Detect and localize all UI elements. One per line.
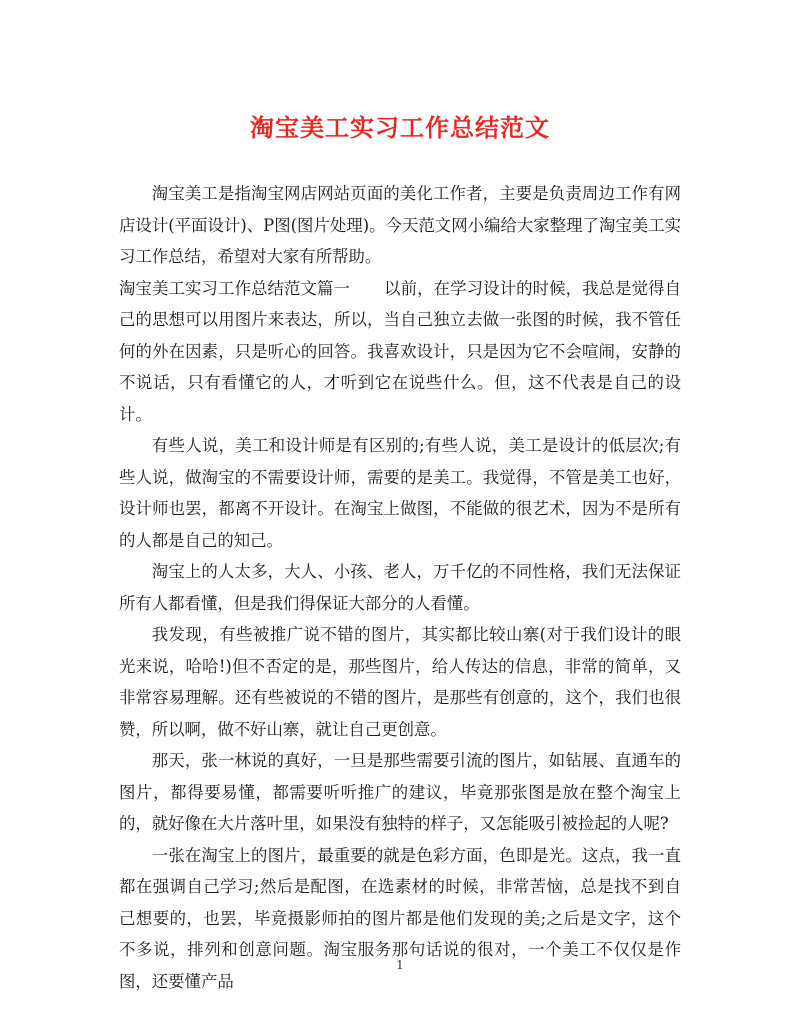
paragraph-promotion-images: 我发现，有些被推广说不错的图片，其实都比较山寨(对于我们设计的眼光来说，哈哈!)但不否定的是，那些图片，给人传达的信息，非常的简单，又非常容易理解。还有些被说的不错的图片，是那些有创意的，这个，我们也很赞，所以啊，做不好山寨，就让自己更创意。 bbox=[119, 625, 681, 739]
document-body bbox=[119, 178, 681, 997]
paragraph-color-and-layout: 一张在淘宝上的图片，最重要的就是色彩方面，色即是光。这点，我一直都在强调自己学习;然后是配图，在选素材的时候，非常苦恼，总是找不到自己想要的，也罢，毕竟摄影师拍的图片都是他们发现的美;之后是文字，这个不多说，排列和创意问题。淘宝服务那句话说的很对，一个美工不仅仅是作图，还要懂产品 bbox=[119, 845, 681, 991]
section-heading: 淘宝美工实习工作总结范文篇一 bbox=[119, 278, 350, 298]
page-number: 1 bbox=[396, 958, 404, 972]
paragraph-section-one bbox=[119, 273, 681, 431]
section-one-text: 以前，在学习设计的时候，我总是觉得自己的思想可以用图片来表达，所以，当自己独立去做一张图的时候，我不管任何的外在因素，只是听心的回答。我喜欢设计，只是因为它不会喧闹，安静的不说话，只有看懂它的人，才听到它在说些什么。但，这不代表是自己的设计。 bbox=[119, 278, 681, 424]
paragraph-designer-views: 有些人说，美工和设计师是有区别的;有些人说，美工是设计的低层次;有些人说，做淘宝的不需要设计师，需要的是美工。我觉得，不管是美工也好，设计师也罢，都离不开设计。在淘宝上做图，不能做的很艺术，因为不是所有的人都是自己的知己。 bbox=[119, 436, 681, 550]
paragraph-intro: 淘宝美工是指淘宝网店网站页面的美化工作者，主要是负责周边工作有网店设计(平面设计)、P图(图片处理)。今天范文网小编给大家整理了淘宝美工实习工作总结，希望对大家有所帮助。 bbox=[119, 184, 681, 266]
paragraph-traffic-images: 那天，张一林说的真好，一旦是那些需要引流的图片，如钻展、直通车的图片，都得要易懂，都需要听听推广的建议，毕竟那张图是放在整个淘宝上的，就好像在大片落叶里，如果没有独特的样子，又怎能吸引被捡起的人呢? bbox=[119, 751, 681, 833]
paragraph-audience: 淘宝上的人太多，大人、小孩、老人，万千亿的不同性格，我们无法保证所有人都看懂，但是我们得保证大部分的人看懂。 bbox=[119, 562, 681, 613]
document-title: 淘宝美工实习工作总结范文 bbox=[250, 113, 550, 142]
